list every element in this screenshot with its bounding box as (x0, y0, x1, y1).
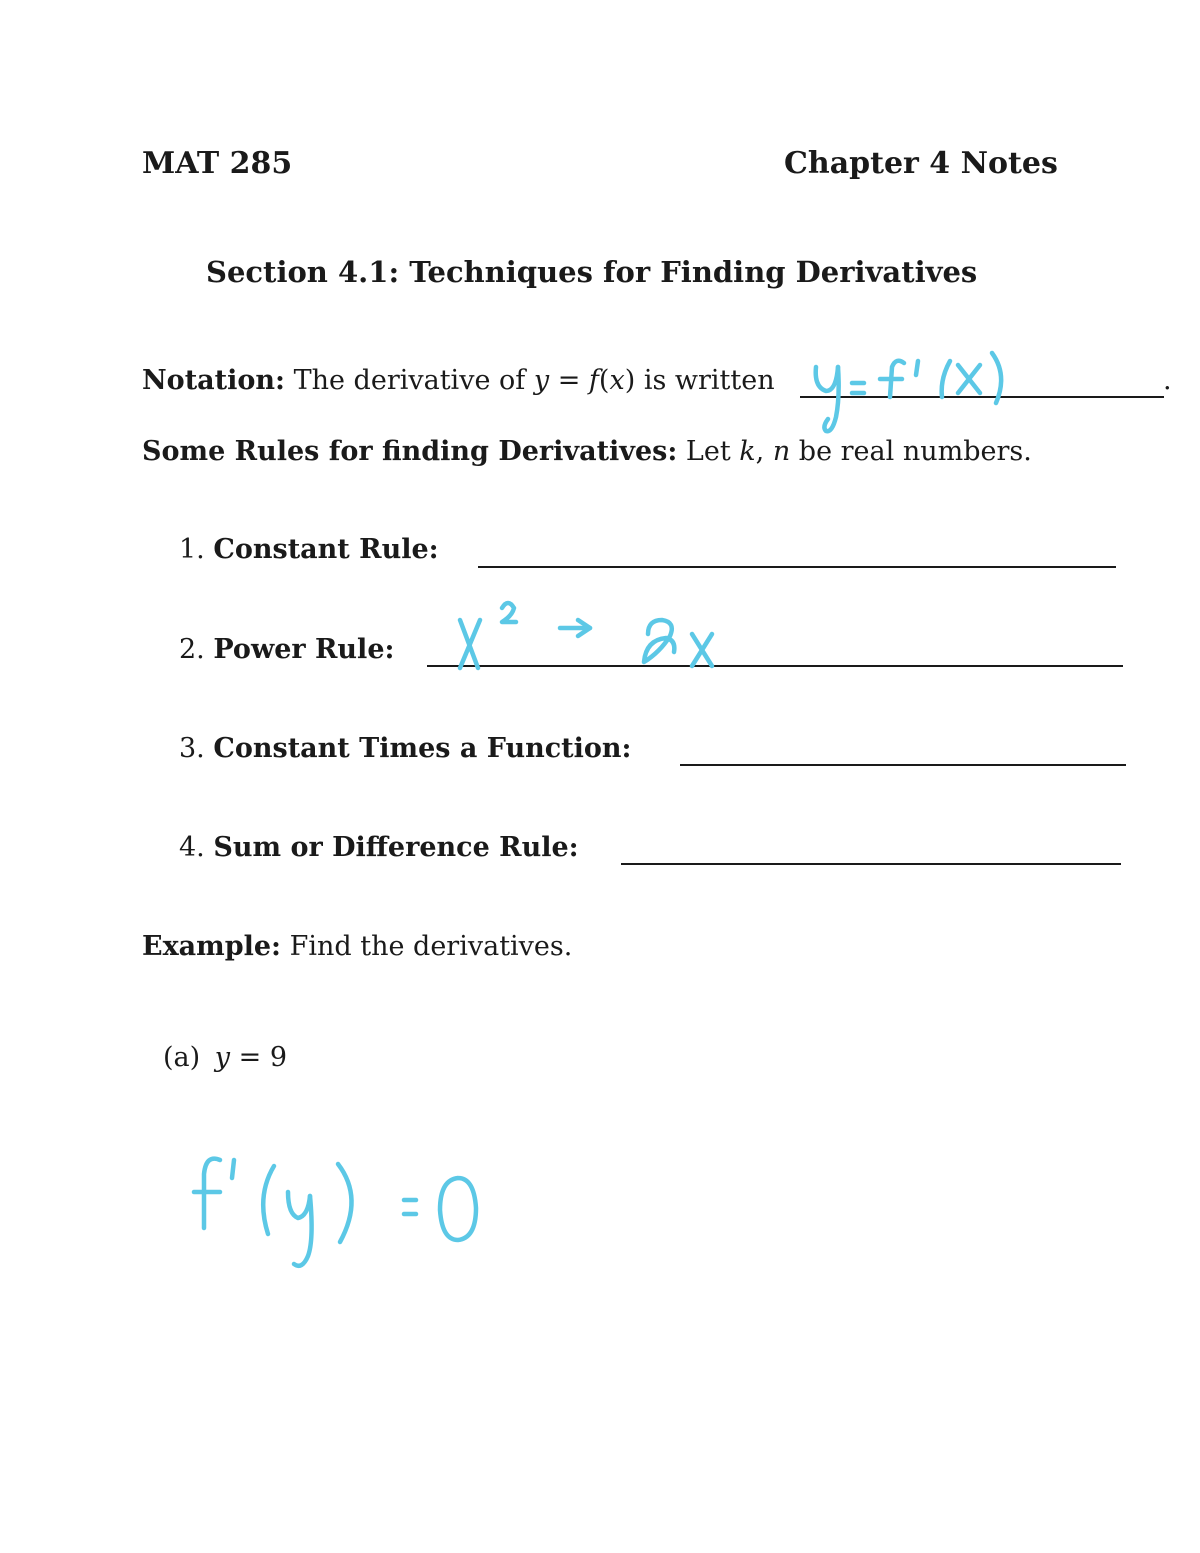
rule-number: 1. (179, 534, 205, 565)
part-letter: (a) (163, 1042, 201, 1073)
rule-item (179, 832, 579, 863)
rules-intro-k: k (739, 436, 756, 467)
rule-blank (621, 863, 1121, 865)
rule-label: Sum or Difference Rule: (213, 832, 579, 863)
course-code: MAT 285 (142, 146, 293, 181)
rules-intro-label: Some Rules for finding Derivatives: (142, 436, 678, 467)
notation-math-y: y (533, 365, 550, 396)
example-text: Find the derivatives. (281, 931, 573, 962)
rule-number: 3. (179, 733, 205, 764)
rule-label: Constant Rule: (213, 534, 439, 565)
chapter-title: Chapter 4 Notes (784, 146, 1058, 181)
notation-line (142, 365, 775, 396)
rule-blank (478, 566, 1116, 568)
part-a (163, 1042, 287, 1073)
example-label: Example: (142, 931, 282, 962)
notation-label: Notation: (142, 365, 285, 396)
rules-intro-comma: , (755, 436, 773, 467)
rules-intro-n: n (772, 436, 791, 467)
part-math-eq: = 9 (230, 1042, 287, 1073)
rule-item (179, 534, 439, 565)
rules-intro-end: be real numbers. (790, 436, 1032, 467)
rules-intro-text: Let (677, 436, 740, 467)
notation-math-x: x (609, 365, 625, 396)
notation-period: . (1163, 365, 1172, 396)
rule-blank (680, 764, 1126, 766)
rules-intro (142, 436, 1032, 467)
notation-math-eq: = (549, 365, 589, 396)
rule-item (179, 634, 394, 665)
notation-math-f: f (588, 365, 599, 396)
example-line (142, 931, 572, 962)
notation-text-before: The derivative of (293, 365, 534, 396)
part-math-y: y (214, 1042, 231, 1073)
notation-math-open: ( (598, 365, 610, 396)
rule-item (179, 733, 631, 764)
rule-label: Power Rule: (213, 634, 395, 665)
notation-text-after: is written (635, 365, 775, 396)
notation-math-close: ) (624, 365, 636, 396)
rule-number: 2. (179, 634, 205, 665)
handwritten-power-rule-answer (440, 590, 740, 680)
section-title: Section 4.1: Techniques for Finding Derivatives (206, 255, 978, 289)
handwritten-notation-answer (800, 335, 1030, 440)
handwritten-part-a-answer (190, 1140, 500, 1280)
rule-label: Constant Times a Function: (213, 733, 632, 764)
rule-number: 4. (179, 832, 205, 863)
